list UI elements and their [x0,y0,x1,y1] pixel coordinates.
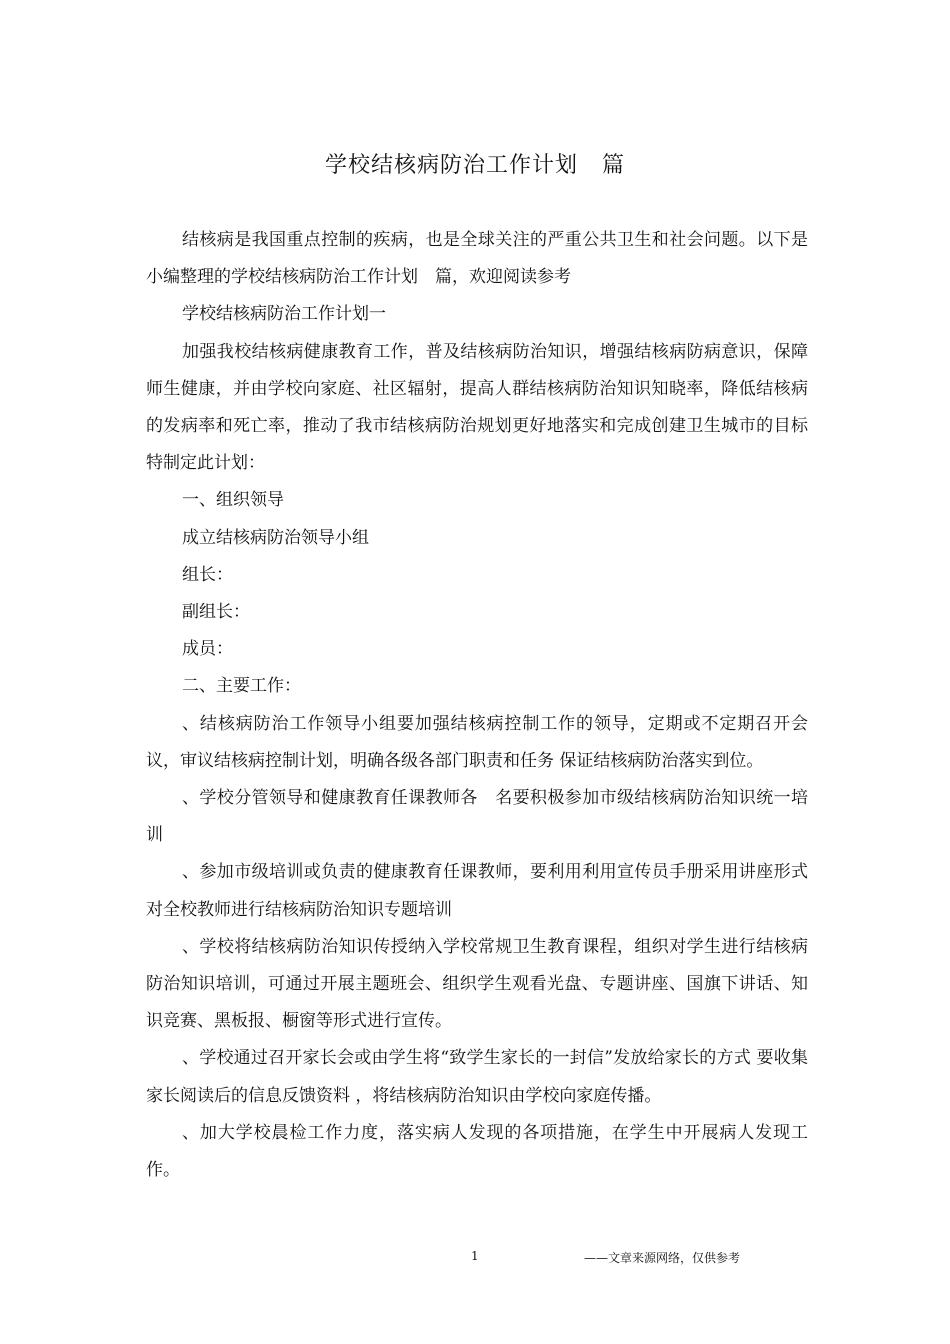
deputy-leader: 副组长： [182,602,250,623]
source-note: ——文章来源网络，仅供参考 [584,1251,741,1265]
leadership-group: 成立结核病防治领导小组 [182,527,369,548]
heading-main-work: 二、主要工作： [182,676,301,697]
page-number: 1 [471,1249,479,1263]
group-leader: 组长： [182,564,233,585]
work-item: 、学校分管领导和健康教育任课教师各 名要积极参加市级结核病防治知识统一培训 [146,788,808,846]
document-body [146,222,808,1189]
work-item: 、加大学校晨检工作力度，落实病人发现的各项措施，在学生中开展病人发现工作。 [146,1122,808,1181]
title-suffix: 篇 [602,153,626,178]
members: 成员： [182,639,233,660]
title-text: 学校结核病防治工作计划 [324,153,578,178]
work-item: 、学校通过召开家长会或由学生将“致学生家长的一封信”发放给家长的方式 要收集家长阅读后的信息反馈资料 ，将结核病防治知识由学校向家庭传播。 [146,1048,808,1106]
purpose-paragraph: 加强我校结核病健康教育工作，普及结核病防治知识，增强结核病防病意识，保障师生健康，并由学校向家庭、社区辐射，提高人群结核病防治知识知晓率，降低结核病的发病率和死亡率，推动了我市结核病防治规划更好地落实和完成创建卫生城市的目标特制定此计划： [146,341,808,474]
work-item: 、参加市级培训或负责的健康教育任课教师，要利用利用宣传员手册采用讲座形式对全校教师进行结核病防治知识专题培训 [146,862,808,920]
intro-paragraph: 结核病是我国重点控制的疾病，也是全球关注的严重公共卫生和社会问题。以下是小编整理的学校结核病防治工作计划 篇，欢迎阅读参考 [146,230,808,288]
work-item: 、结核病防治工作领导小组要加强结核病控制工作的领导，定期或不定期召开会议，审议结核病控制计划，明确各级各部门职责和任务 保证结核病防治落实到位。 [146,713,808,771]
section-heading: 学校结核病防治工作计划一 [182,304,386,325]
heading-organization: 一、组织领导 [182,490,284,511]
work-item: 、学校将结核病防治知识传授纳入学校常规卫生教育课程，组织对学生进行结核病防治知识培训，可通过开展主题班会、组织学生观看光盘、专题讲座、国旗下讲话、知识竞赛、黑板报、橱窗等形式进行宣传。 [146,936,808,1032]
document-title [0,148,950,179]
